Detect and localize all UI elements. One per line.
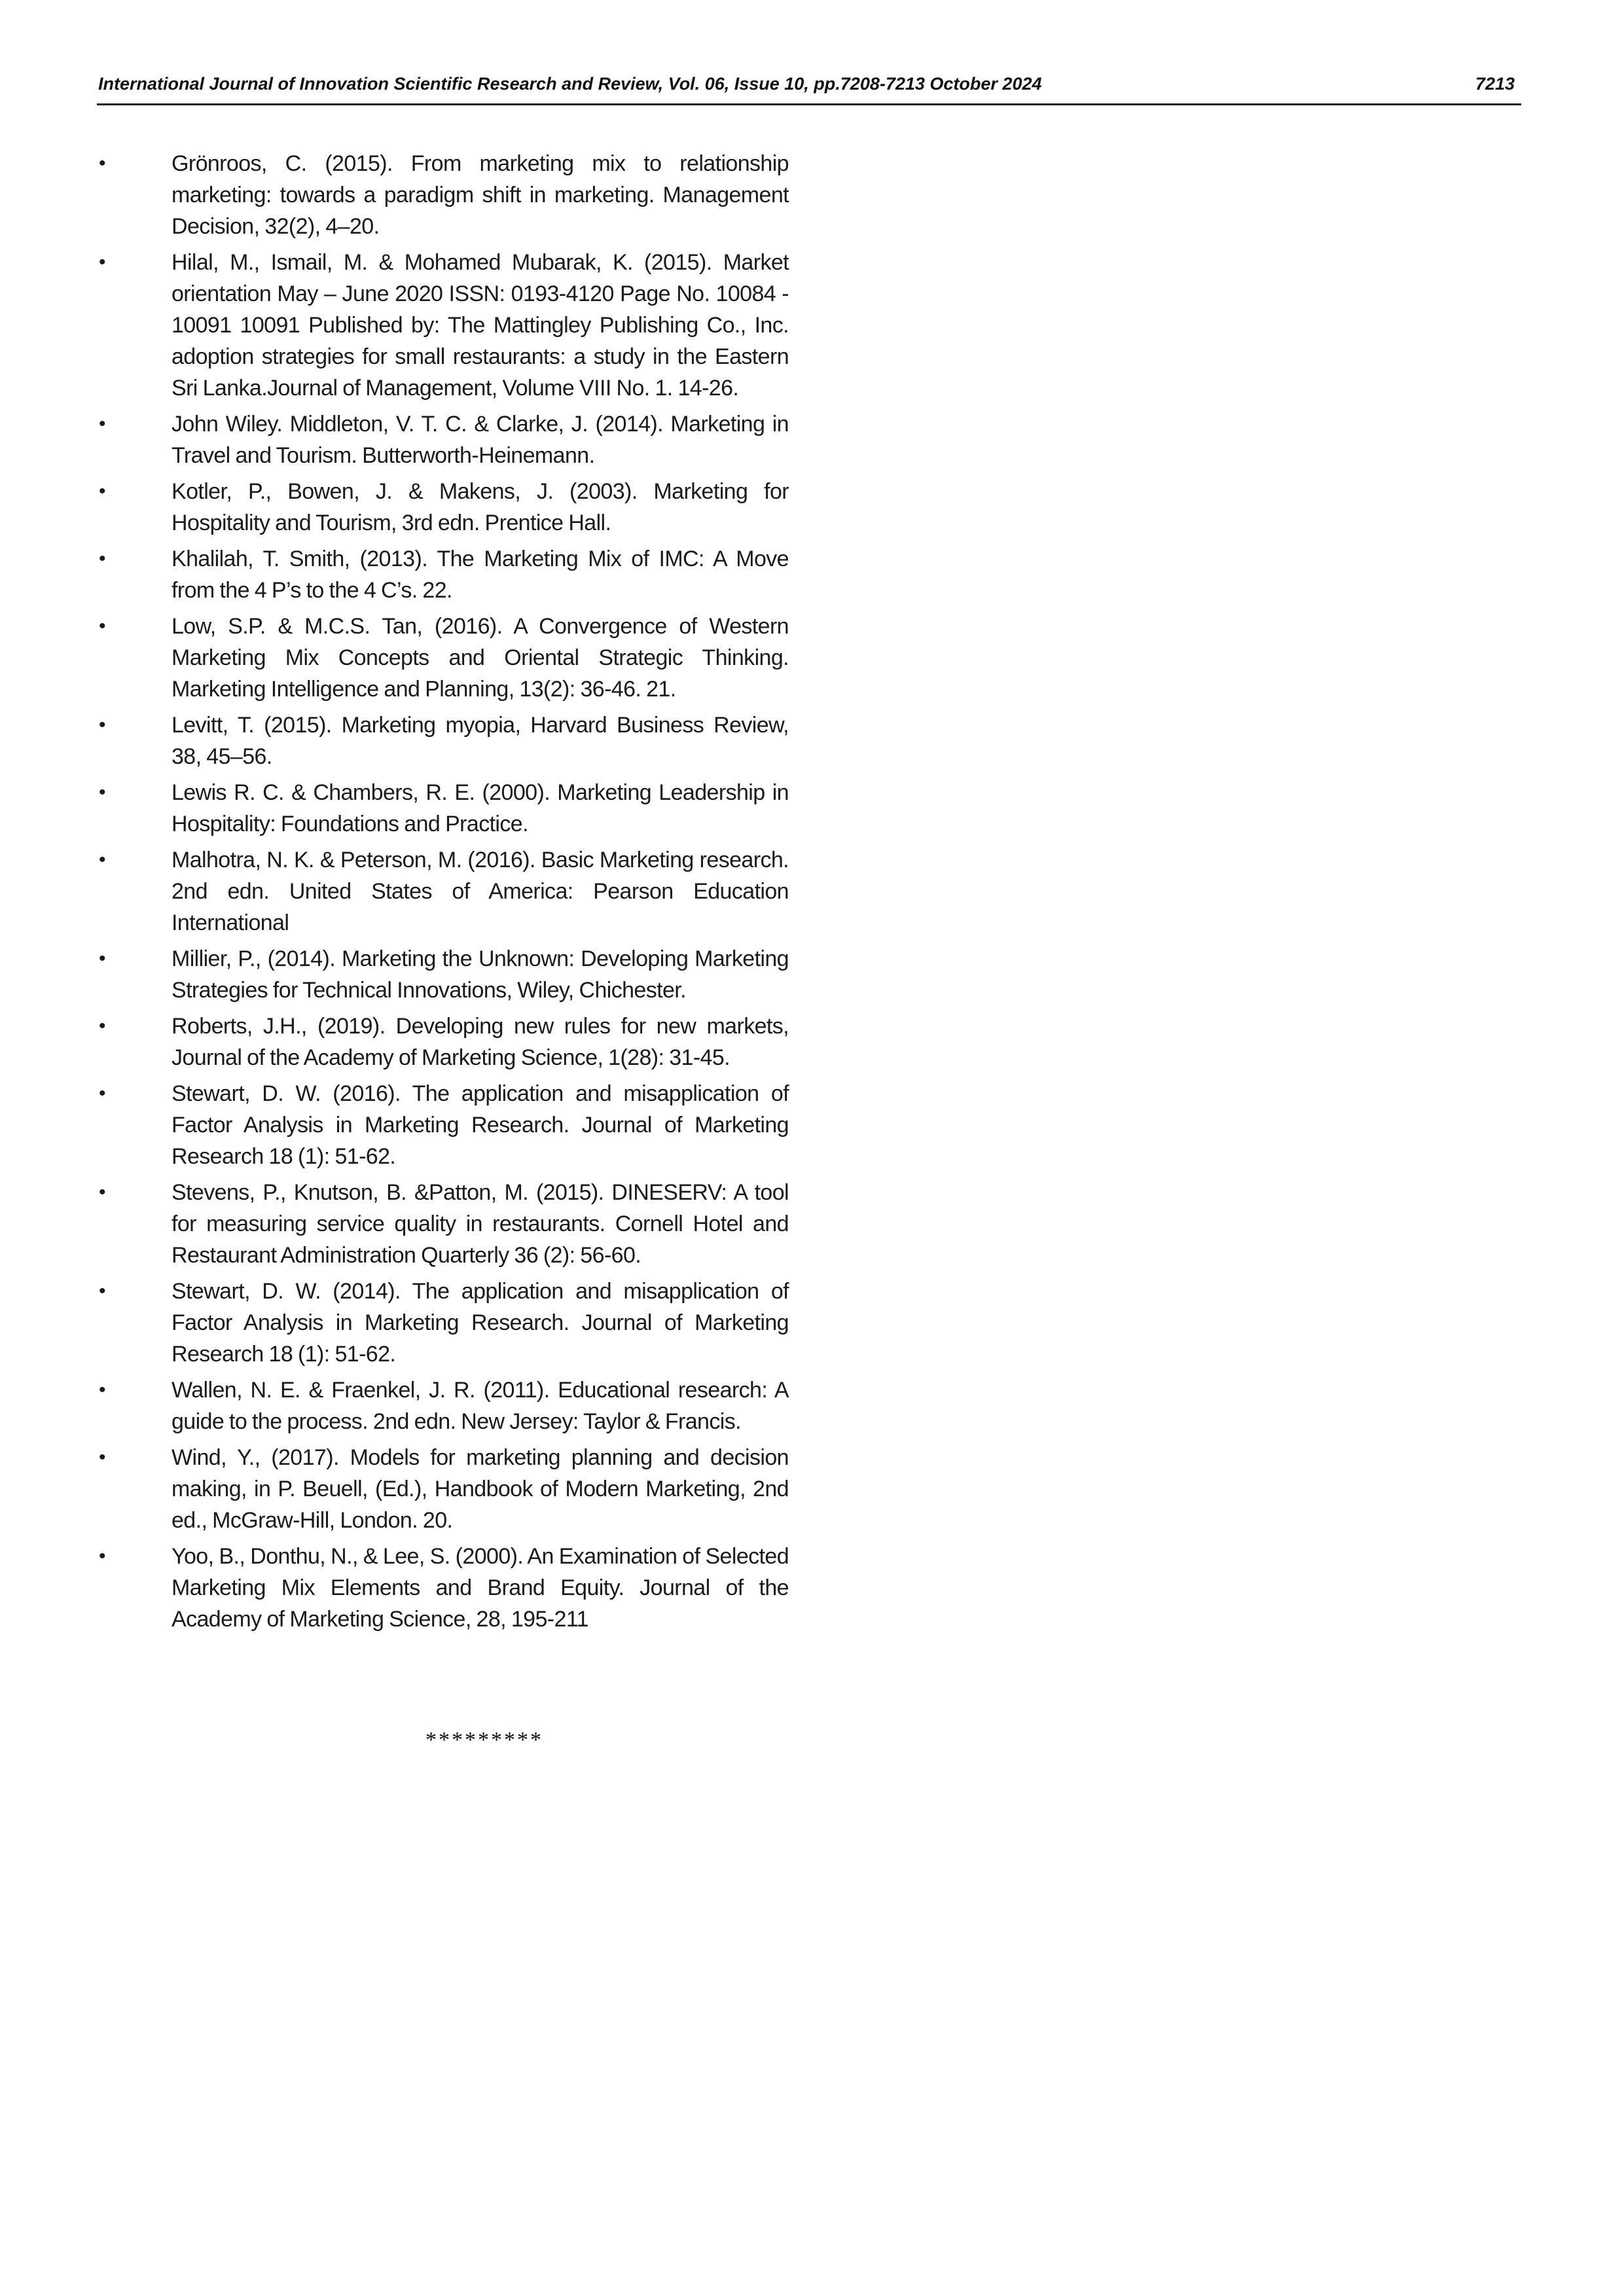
reference-item [95, 247, 789, 404]
bullet-icon: • [99, 548, 105, 569]
bullet-icon: • [99, 1181, 105, 1203]
reference-item [95, 148, 789, 242]
bullet-icon: • [99, 1083, 105, 1104]
bullet-icon: • [99, 480, 105, 502]
reference-list [95, 148, 789, 1640]
bullet-icon: • [99, 714, 105, 736]
reference-text: Grönroos, C. (2015). From marketing mix to relationship marketing: towards a paradigm shift in marketing. Management Decision, 32(2), 4–20. [171, 151, 789, 239]
bullet-icon: • [99, 615, 105, 637]
header-rule [97, 103, 1521, 105]
reference-item [95, 1177, 789, 1271]
reference-text: John Wiley. Middleton, V. T. C. & Clarke, J. (2014). Marketing in Travel and Tourism. Butterworth-Heinemann. [171, 412, 789, 468]
reference-item [95, 543, 789, 606]
reference-item [95, 777, 789, 840]
running-header [98, 69, 1520, 98]
reference-item [95, 476, 789, 539]
reference-item [95, 709, 789, 772]
bullet-icon: • [99, 1379, 105, 1401]
reference-item [95, 844, 789, 939]
reference-text: Low, S.P. & M.C.S. Tan, (2016). A Convergence of Western Marketing Mix Concepts and Oriental Strategic Thinking. Marketing Intelligence and Planning, 13(2): 36-46. 21. [171, 614, 789, 702]
bullet-icon: • [99, 1015, 105, 1037]
end-of-article-marker: ********* [425, 1728, 543, 1752]
bullet-icon: • [99, 1545, 105, 1567]
reference-item [95, 408, 789, 471]
reference-item [95, 1276, 789, 1370]
bullet-icon: • [99, 413, 105, 435]
reference-text: Stevens, P., Knutson, B. &Patton, M. (2015). DINESERV: A tool for measuring service quality in restaurants. Cornell Hotel and Restaurant Administration Quarterly 36 (2): 56-60. [171, 1180, 789, 1268]
reference-text: Roberts, J.H., (2019). Developing new rules for new markets, Journal of the Academy of Marketing Science, 1(28): 31-45. [171, 1014, 789, 1070]
bullet-icon: • [99, 251, 105, 273]
bullet-icon: • [99, 948, 105, 969]
bullet-icon: • [99, 849, 105, 870]
reference-item [95, 943, 789, 1006]
page-number: 7213 [1475, 74, 1515, 94]
reference-item [95, 1442, 789, 1536]
bullet-icon: • [99, 1280, 105, 1302]
bullet-icon: • [99, 1446, 105, 1468]
reference-item [95, 1078, 789, 1172]
journal-citation-line: International Journal of Innovation Scientific Research and Review, Vol. 06, Issue 10, pp.7208-7213 October 2024 [98, 74, 1042, 94]
bullet-icon: • [99, 781, 105, 803]
reference-text: Millier, P., (2014). Marketing the Unknown: Developing Marketing Strategies for Technical Innovations, Wiley, Chichester. [171, 946, 789, 1003]
bullet-icon: • [99, 152, 105, 174]
reference-text: Wallen, N. E. & Fraenkel, J. R. (2011). Educational research: A guide to the process. 2nd edn. New Jersey: Taylor & Francis. [171, 1378, 789, 1434]
reference-text: Levitt, T. (2015). Marketing myopia, Harvard Business Review, 38, 45–56. [171, 713, 789, 769]
reference-item [95, 1541, 789, 1635]
reference-text: Stewart, D. W. (2016). The application and misapplication of Factor Analysis in Marketing Research. Journal of Marketing Research 18 (1): 51-62. [171, 1081, 789, 1169]
reference-text: Kotler, P., Bowen, J. & Makens, J. (2003). Marketing for Hospitality and Tourism, 3rd edn. Prentice Hall. [171, 479, 789, 535]
reference-text: Khalilah, T. Smith, (2013). The Marketing Mix of IMC: A Move from the 4 P’s to the 4 C’s. 22. [171, 547, 789, 603]
reference-text: Lewis R. C. & Chambers, R. E. (2000). Marketing Leadership in Hospitality: Foundations and Practice. [171, 780, 789, 836]
reference-item [95, 1374, 789, 1437]
reference-text: Wind, Y., (2017). Models for marketing planning and decision making, in P. Beuell, (Ed.), Handbook of Modern Marketing, 2nd ed., McGraw-Hill, London. 20. [171, 1445, 789, 1533]
reference-text: Malhotra, N. K. & Peterson, M. (2016). Basic Marketing research. 2nd edn. United States of America: Pearson Education International [171, 848, 789, 935]
reference-item [95, 1011, 789, 1073]
reference-text: Stewart, D. W. (2014). The application and misapplication of Factor Analysis in Marketing Research. Journal of Marketing Research 18 (1): 51-62. [171, 1279, 789, 1367]
reference-text: Yoo, B., Donthu, N., & Lee, S. (2000). An Examination of Selected Marketing Mix Elements and Brand Equity. Journal of the Academy of Marketing Science, 28, 195-211 [171, 1544, 789, 1632]
reference-item [95, 611, 789, 705]
reference-text: Hilal, M., Ismail, M. & Mohamed Mubarak, K. (2015). Market orientation May – June 2020 ISSN: 0193-4120 Page No. 10084 - 10091 10091 Published by: The Mattingley Publishing Co., Inc. adoption strategies for small restaurants: a study in the Eastern Sri Lanka.Journal of Management, Volume VIII No. 1. 14-26. [171, 250, 789, 401]
